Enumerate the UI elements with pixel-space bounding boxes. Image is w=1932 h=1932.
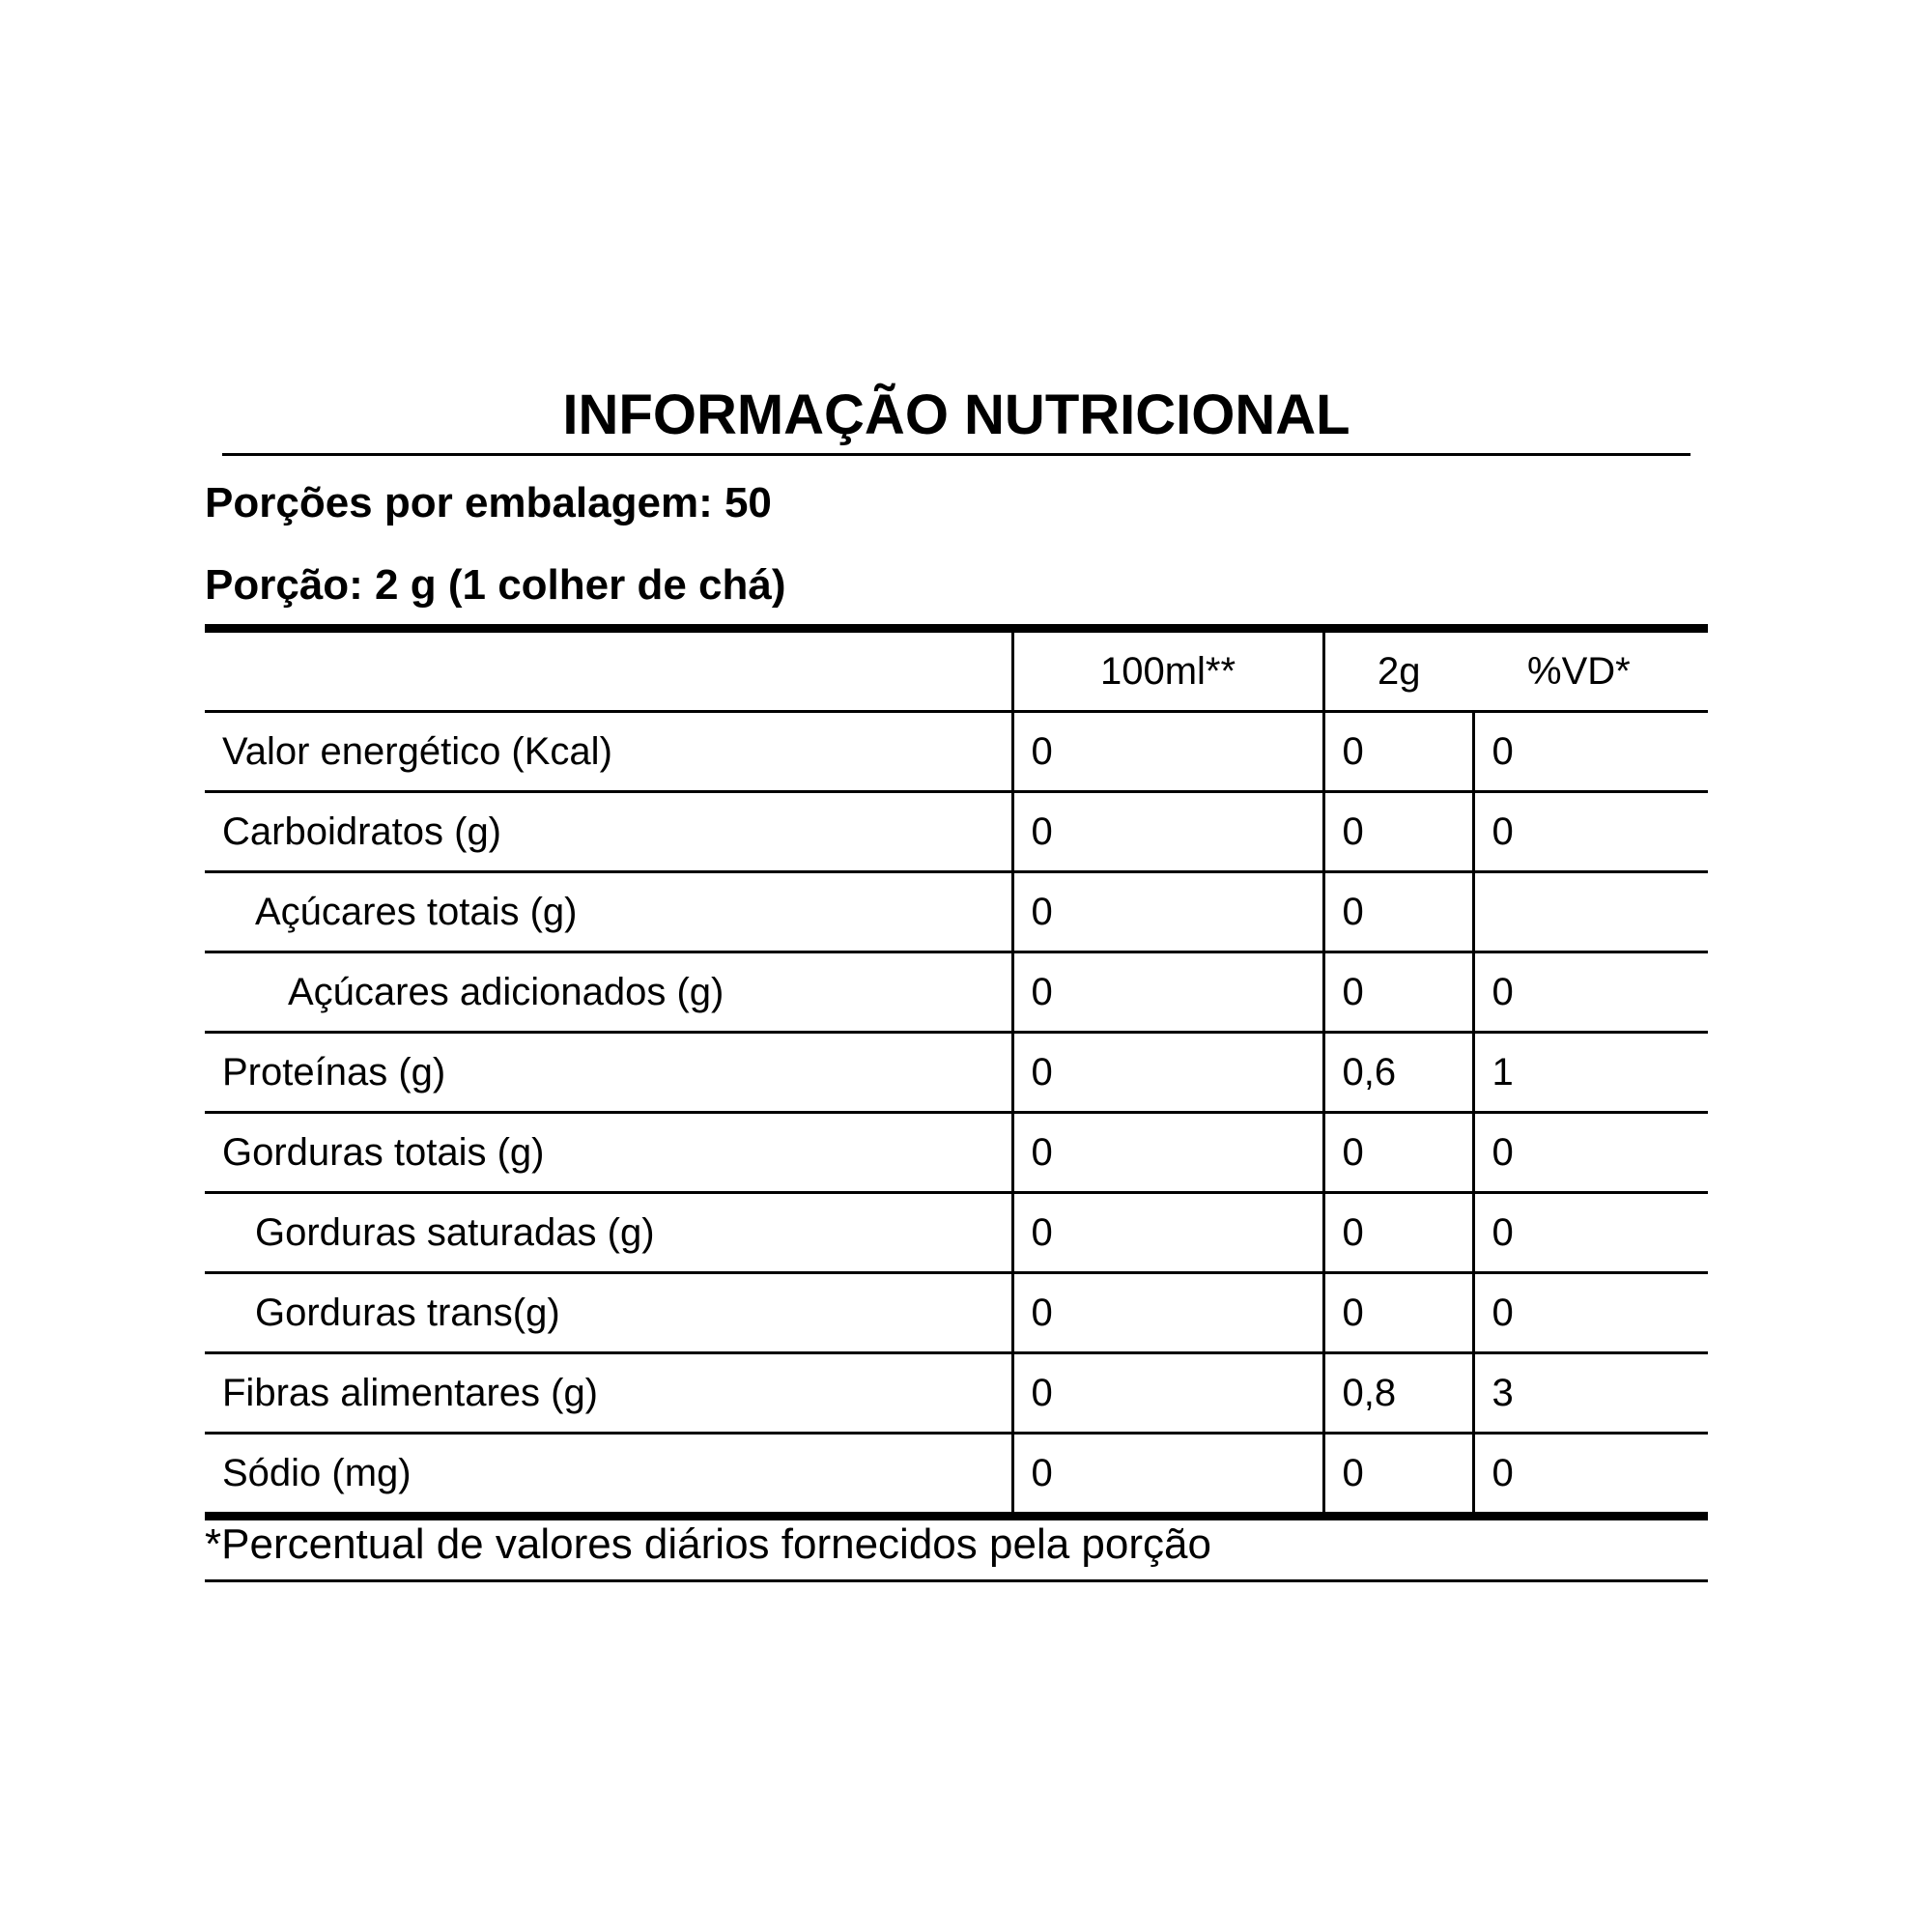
table-row [205,1113,1708,1193]
nutrient-label: Açúcares totais (g) [205,872,1012,952]
table-row [205,952,1708,1033]
value-vd: 0 [1473,1434,1708,1517]
value-100ml: 0 [1012,712,1323,792]
nutrient-label: Valor energético (Kcal) [205,712,1012,792]
table-header-row [205,629,1708,712]
title-divider [222,453,1690,456]
label-title: INFORMAÇÃO NUTRICIONAL [562,384,1350,446]
table-row [205,872,1708,952]
daily-value-footnote: *Percentual de valores diários fornecidos pela porção [205,1520,1211,1568]
value-100ml: 0 [1012,1434,1323,1517]
table-row [205,1193,1708,1273]
nutrient-label: Gorduras trans(g) [205,1273,1012,1353]
header-cell-nutrient [205,629,1012,712]
value-vd: 1 [1473,1033,1708,1113]
value-2g: 0 [1323,792,1473,872]
nutrient-label: Carboidratos (g) [205,792,1012,872]
table-row [205,1353,1708,1434]
value-vd: 0 [1473,1273,1708,1353]
value-100ml: 0 [1012,952,1323,1033]
table-row [205,1434,1708,1517]
value-vd: 3 [1473,1353,1708,1434]
value-2g: 0,8 [1323,1353,1473,1434]
nutrient-label: Gorduras totais (g) [205,1113,1012,1193]
value-2g: 0 [1323,1193,1473,1273]
value-2g: 0 [1323,952,1473,1033]
nutrient-label: Fibras alimentares (g) [205,1353,1012,1434]
value-vd: 0 [1473,712,1708,792]
value-100ml: 0 [1012,1033,1323,1113]
value-2g: 0 [1323,712,1473,792]
table-row [205,1033,1708,1113]
value-vd: 0 [1473,1193,1708,1273]
nutrition-table [205,624,1708,1520]
value-2g: 0 [1323,1113,1473,1193]
table-row [205,792,1708,872]
nutrient-label: Sódio (mg) [205,1434,1012,1517]
value-2g: 0 [1323,1273,1473,1353]
value-vd [1473,872,1708,952]
nutrient-label: Proteínas (g) [205,1033,1012,1113]
value-vd: 0 [1473,952,1708,1033]
table-row [205,712,1708,792]
value-2g: 0 [1323,1434,1473,1517]
value-vd: 0 [1473,792,1708,872]
table-row [205,1273,1708,1353]
value-2g: 0 [1323,872,1473,952]
value-100ml: 0 [1012,872,1323,952]
header-cell-2g: 2g [1323,629,1473,712]
value-100ml: 0 [1012,1273,1323,1353]
nutrient-label: Gorduras saturadas (g) [205,1193,1012,1273]
nutrition-table-container [205,624,1708,1520]
serving-size: Porção: 2 g (1 colher de chá) [205,561,786,609]
servings-per-package: Porções por embalagem: 50 [205,479,772,526]
value-100ml: 0 [1012,1113,1323,1193]
value-100ml: 0 [1012,1193,1323,1273]
value-100ml: 0 [1012,1353,1323,1434]
footnote-divider [205,1579,1708,1582]
value-2g: 0,6 [1323,1033,1473,1113]
header-cell-vd: %VD* [1527,650,1631,693]
nutrient-label: Açúcares adicionados (g) [205,952,1012,1033]
value-vd: 0 [1473,1113,1708,1193]
value-100ml: 0 [1012,792,1323,872]
header-cell-100ml: 100ml** [1012,629,1323,712]
